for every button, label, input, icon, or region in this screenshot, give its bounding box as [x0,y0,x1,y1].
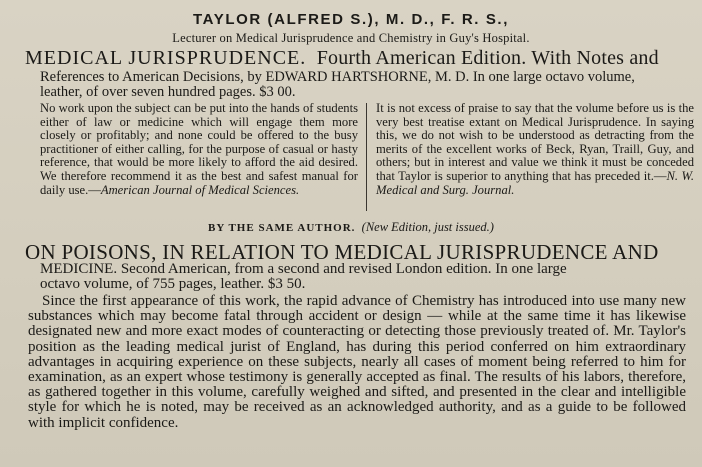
column-divider [366,103,367,211]
book2-title-line2-rest: Second American, from a second and revised London edition. In one large [120,261,567,277]
review-left [40,102,358,197]
book1-title [25,47,659,70]
review-right-text: It is not excess of praise to say that the volume before us is the very best treatise extant on Medical Jurisprudence. In saying this, we do not wish to be understood as detracting from the merits of the excellent works of Beck, Ryan, Traill, Guy, and others; but in interest and value we think it must be conceded that Taylor is superior to anything that has preceded it.— [376,101,694,183]
same-author-line [0,220,702,235]
review-right-source: N. W. Medical and Surg. Journal. [376,168,694,197]
book1-desc-line2: leather, of over seven hundred pages. $3 00. [40,84,296,100]
book2-title-line2-main: MEDICINE. [40,261,118,277]
review-left-source: American Journal of Medical Sciences. [100,182,300,197]
review-right [376,102,694,197]
review-left-text: No work upon the subject can be put into the hands of students either of law or medicine which will engage them more closely or profitably; and none could be offered to the busy practitioner of either calling, for the purpose of casual or hasty reference, that would be more likely to afford the aid desired. We therefore recommend it as the best and safest manual for daily use.— [40,101,358,197]
book1-title-rest: Fourth American Edition. With Notes and [316,47,659,69]
book1-desc-line1: References to American Decisions, by EDWARD HARTSHORNE, M. D. In one large octavo volume, [40,69,635,85]
same-author-label: BY THE SAME AUTHOR. [208,222,356,234]
book2-body: Since the first appearance of this work, the rapid advance of Chemistry has introduced into use many new substances which may become fatal through accident or design — while at the same time it has likewise designated new and more exact modes of counteracting or detecting those previously treated of. Mr. Taylor's position as the leading medical jurist of England, has during this period conferred on him extraordinary advantages in acquiring experience on these subjects, nearly all cases of moment being referred to him for examination, as an expert whose testimony is generally accepted as final. The results of his labors, therefore, as gathered together in this volume, carefully weighed and sifted, and presented in the clear and intelligible style for which he is noted, may be received as an acknowledged authority, and as a guide to be followed with implicit confidence. [28,293,686,431]
book2-title-line1: ON POISONS, IN RELATION TO MEDICAL JURISPRUDENCE AND [25,240,659,264]
same-author-note: (New Edition, just issued.) [361,220,494,234]
author-heading: TAYLOR (ALFRED S.), M. D., F. R. S., [193,11,509,28]
book2-description [28,294,686,431]
author-subtitle: Lecturer on Medical Jurisprudence and Chemistry in Guy's Hospital. [172,31,530,45]
book2-title-line3: octavo volume, of 755 pages, leather. $3 50. [40,276,306,292]
book1-title-main: MEDICAL JURISPRUDENCE. [25,47,307,69]
